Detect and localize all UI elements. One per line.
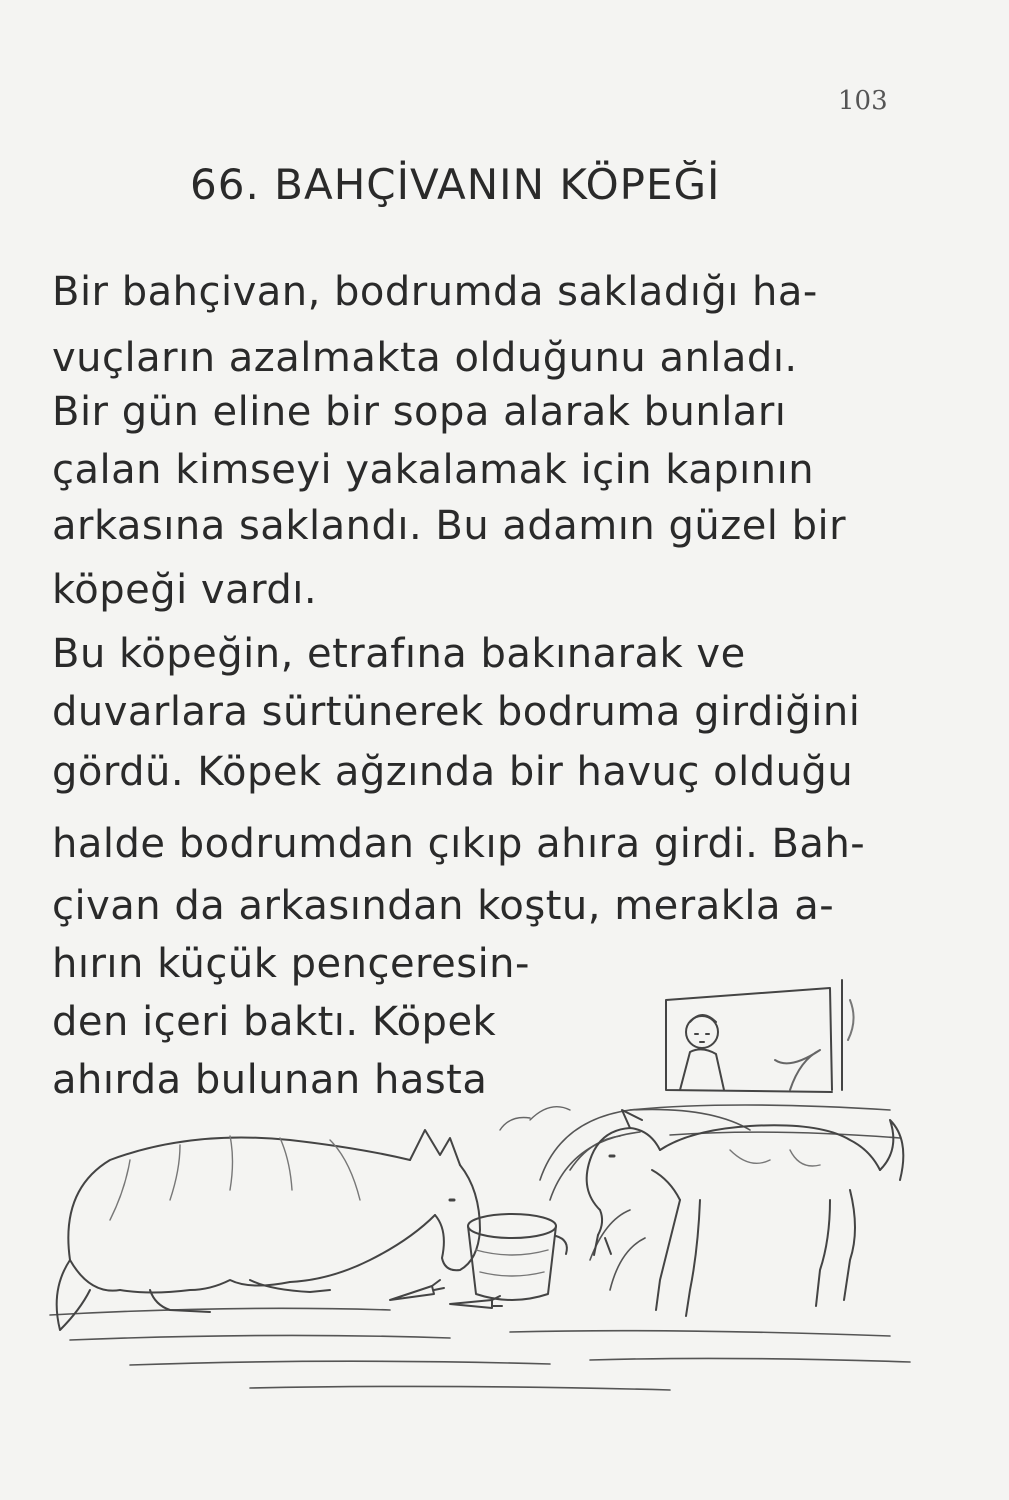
stable-illustration [30, 960, 930, 1420]
carrots [390, 1280, 502, 1308]
stable-wall [500, 1107, 570, 1130]
body-line: çalan kimseyi yakalamak için kapının [52, 447, 815, 493]
dog [587, 1110, 904, 1316]
body-line: Bir gün eline bir sopa alarak bunları [52, 389, 787, 435]
page-number: 103 [838, 86, 888, 116]
bucket [468, 1214, 567, 1300]
body-line: Bir bahçivan, bodrumda sakladığı ha- [52, 269, 818, 315]
body-line: gördü. Köpek ağzında bir havuç olduğu [52, 749, 854, 795]
body-line: köpeği vardı. [52, 567, 318, 613]
body-line: vuçların azalmakta olduğunu anladı. [52, 335, 798, 381]
body-line: çivan da arkasından koştu, merakla a- [52, 883, 835, 929]
body-line: ahırda bulunan hasta [52, 1057, 488, 1103]
stable-floor [50, 1105, 910, 1390]
horse [57, 1130, 480, 1330]
body-line: duvarlara sürtünerek bodruma girdiğini [52, 689, 861, 735]
story-title: 66. BAHÇİVANIN KÖPEĞİ [190, 160, 721, 209]
straw-heap [540, 1109, 750, 1290]
body-line: Bu köpeğin, etrafına bakınarak ve [52, 631, 746, 677]
body-line: hırın küçük pençeresin- [52, 941, 530, 987]
window-with-man [666, 980, 854, 1092]
body-line: halde bodrumdan çıkıp ahıra girdi. Bah- [52, 821, 866, 867]
body-line: den içeri baktı. Köpek [52, 999, 497, 1045]
body-line: arkasına saklandı. Bu adamın güzel bir [52, 503, 847, 549]
